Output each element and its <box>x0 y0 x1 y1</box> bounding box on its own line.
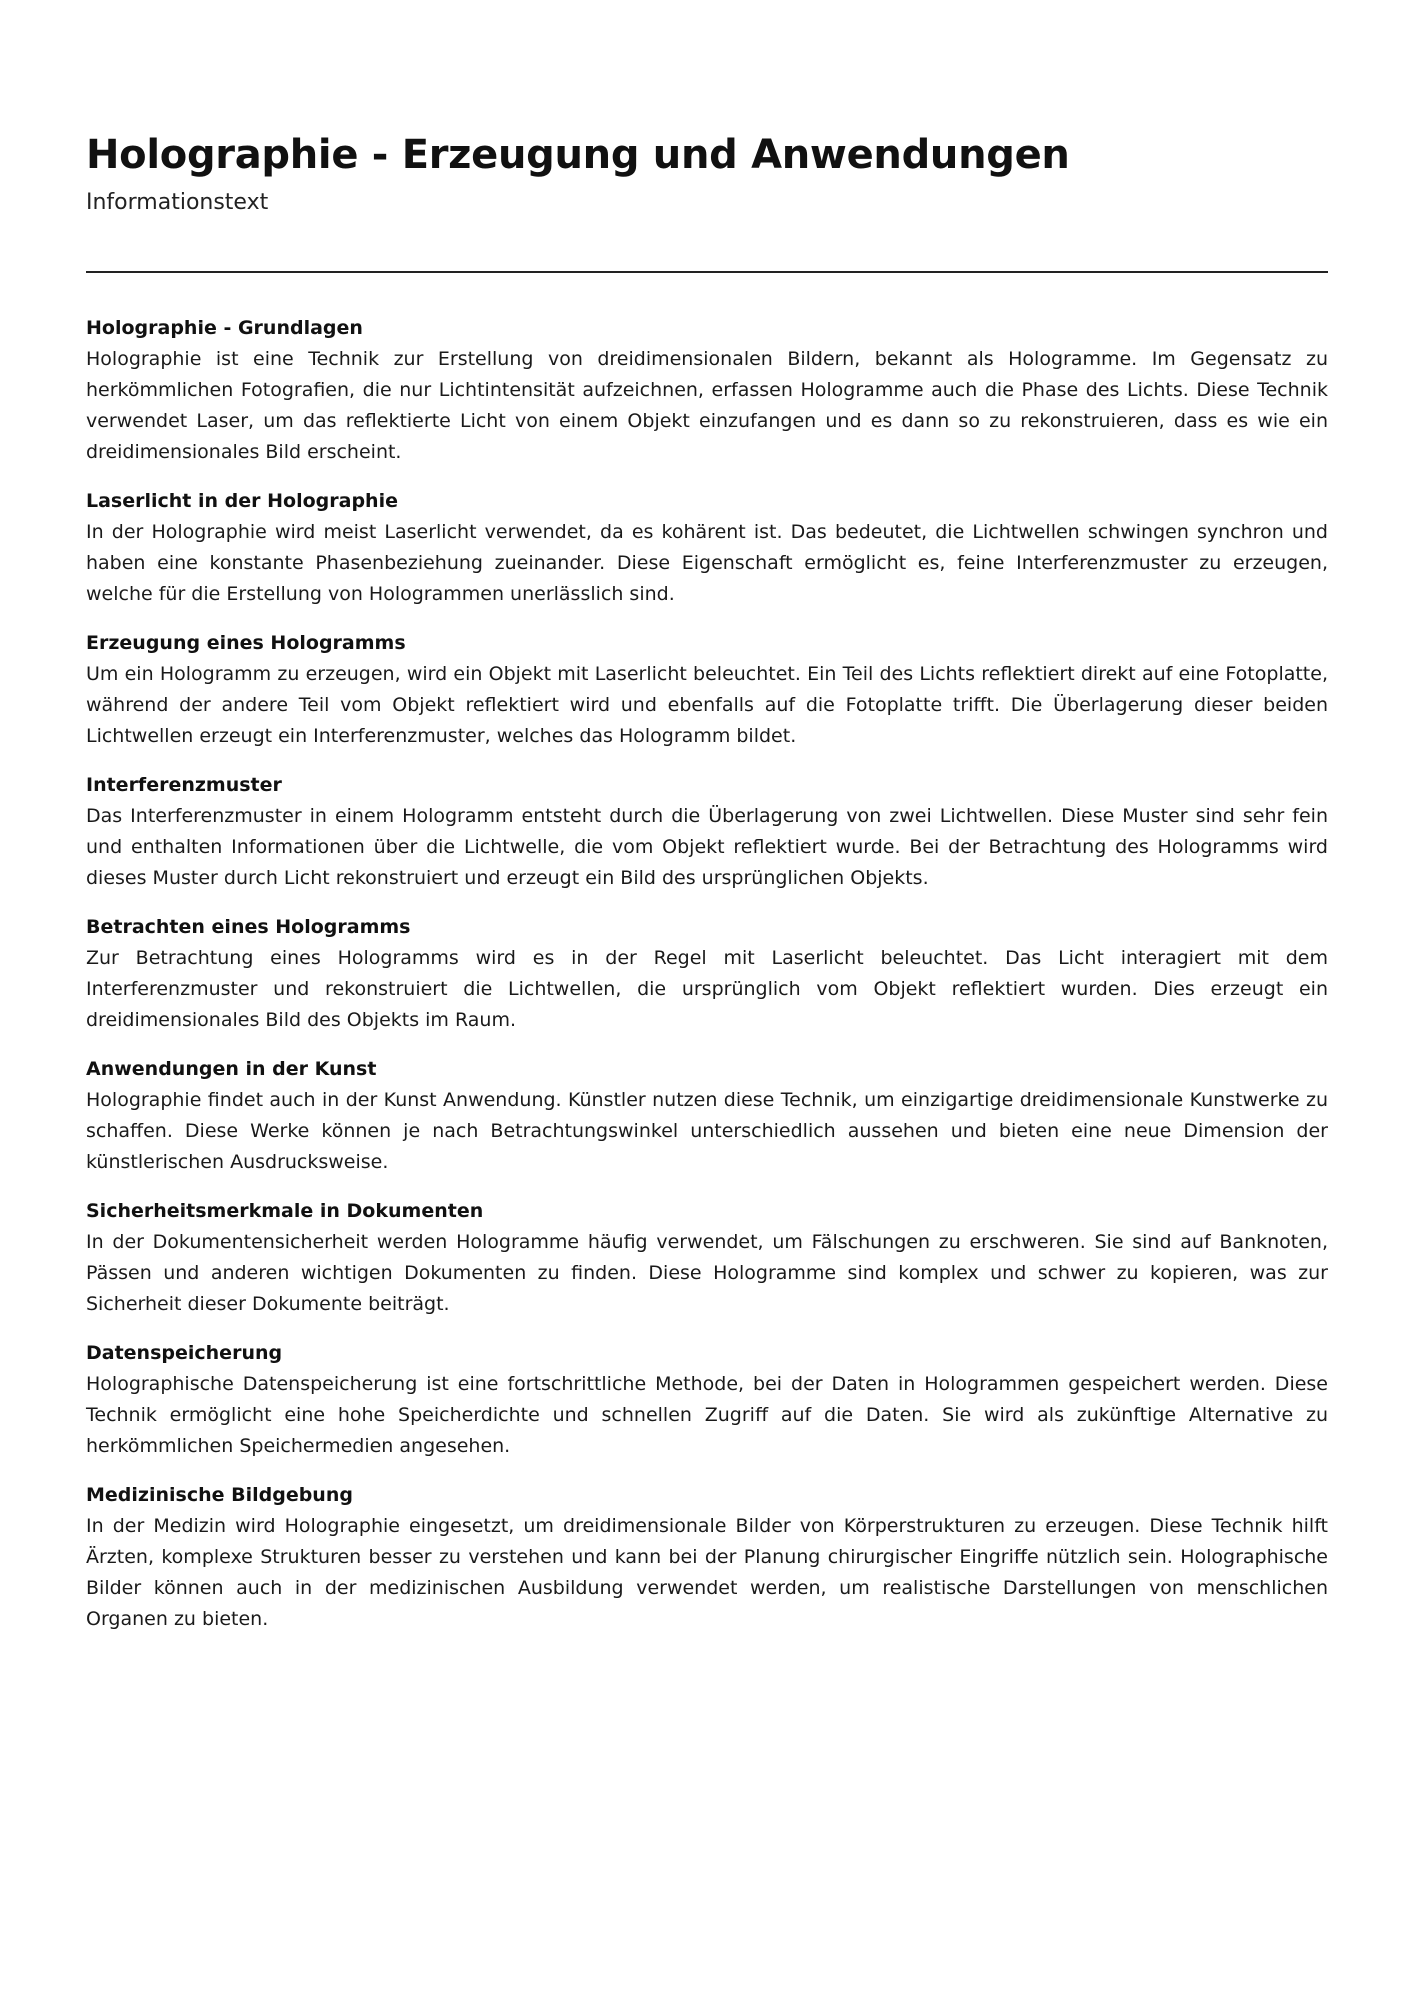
section-heading: Medizinische Bildgebung <box>86 1484 353 1506</box>
section-paragraph: Holographische Datenspeicherung ist eine fortschrittliche Methode, bei der Daten in Hologrammen gespeichert werden. Diese Technik ermöglicht eine hohe Speicherdichte und schnellen Zugriff auf die Daten. Sie wird als zukünftige Alternative zu herkömmlichen Speichermedien angesehen. <box>86 1373 1328 1457</box>
section-heading: Anwendungen in der Kunst <box>86 1058 377 1080</box>
section-paragraph: Holographie ist eine Technik zur Erstellung von dreidimensionalen Bildern, bekannt als Hologramme. Im Gegensatz zu herkömmlichen Fotografien, die nur Lichtintensität aufzeichnen, erfassen Hologramme auch die Phase des Lichts. Diese Technik verwendet Laser, um das reflektierte Licht von einem Objekt einzufangen und es dann so zu rekonstruieren, dass es wie ein dreidimensionales Bild erscheint. <box>86 348 1328 463</box>
section-interferenzmuster <box>86 770 1328 894</box>
document-title: Holographie - Erzeugung und Anwendungen <box>86 132 1070 178</box>
section-heading: Betrachten eines Hologramms <box>86 916 411 938</box>
section-paragraph: In der Dokumentensicherheit werden Hologramme häufig verwendet, um Fälschungen zu erschweren. Sie sind auf Banknoten, Pässen und anderen wichtigen Dokumenten zu finden. Diese Hologramme sind komplex und schwer zu kopieren, was zur Sicherheit dieser Dokumente beiträgt. <box>86 1231 1328 1315</box>
section-erzeugung <box>86 628 1328 752</box>
document-subtitle: Informationstext <box>86 190 269 215</box>
section-paragraph: In der Holographie wird meist Laserlicht verwendet, da es kohärent ist. Das bedeutet, die Lichtwellen schwingen synchron und haben eine konstante Phasenbeziehung zueinander. Diese Eigenschaft ermöglicht es, feine Interferenzmuster zu erzeugen, welche für die Erstellung von Hologrammen unerlässlich sind. <box>86 521 1328 605</box>
section-datenspeicherung <box>86 1338 1328 1462</box>
document-body <box>86 313 1328 1653</box>
section-paragraph: Das Interferenzmuster in einem Hologramm entsteht durch die Überlagerung von zwei Lichtwellen. Diese Muster sind sehr fein und enthalten Informationen über die Lichtwelle, die vom Objekt reflektiert wurde. Bei der Betrachtung des Hologramms wird dieses Muster durch Licht rekonstruiert und erzeugt ein Bild des ursprünglichen Objekts. <box>86 805 1328 889</box>
section-heading: Sicherheitsmerkmale in Dokumenten <box>86 1200 484 1222</box>
section-grundlagen <box>86 313 1328 468</box>
section-paragraph: Um ein Hologramm zu erzeugen, wird ein Objekt mit Laserlicht beleuchtet. Ein Teil des Lichts reflektiert direkt auf eine Fotoplatte, während der andere Teil vom Objekt reflektiert wird und ebenfalls auf die Fotoplatte trifft. Die Überlagerung dieser beiden Lichtwellen erzeugt ein Interferenzmuster, welches das Hologramm bildet. <box>86 663 1328 747</box>
section-paragraph: Zur Betrachtung eines Hologramms wird es in der Regel mit Laserlicht beleuchtet. Das Licht interagiert mit dem Interferenzmuster und rekonstruiert die Lichtwellen, die ursprünglich vom Objekt reflektiert wurden. Dies erzeugt ein dreidimensionales Bild des Objekts im Raum. <box>86 947 1328 1031</box>
section-medizin <box>86 1480 1328 1635</box>
section-heading: Interferenzmuster <box>86 774 282 796</box>
section-heading: Datenspeicherung <box>86 1342 283 1364</box>
section-laserlicht <box>86 486 1328 610</box>
section-paragraph: Holographie findet auch in der Kunst Anwendung. Künstler nutzen diese Technik, um einzigartige dreidimensionale Kunstwerke zu schaffen. Diese Werke können je nach Betrachtungswinkel unterschiedlich aussehen und bieten eine neue Dimension der künstlerischen Ausdrucksweise. <box>86 1089 1328 1173</box>
section-heading: Erzeugung eines Hologramms <box>86 632 406 654</box>
section-heading: Laserlicht in der Holographie <box>86 490 398 512</box>
section-betrachten <box>86 912 1328 1036</box>
title-divider <box>86 271 1328 273</box>
section-heading: Holographie - Grundlagen <box>86 317 363 339</box>
section-kunst <box>86 1054 1328 1178</box>
section-paragraph: In der Medizin wird Holographie eingesetzt, um dreidimensionale Bilder von Körperstrukturen zu erzeugen. Diese Technik hilft Ärzten, komplexe Strukturen besser zu verstehen und kann bei der Planung chirurgischer Eingriffe nützlich sein. Holographische Bilder können auch in der medizinischen Ausbildung verwendet werden, um realistische Darstellungen von menschlichen Organen zu bieten. <box>86 1515 1328 1630</box>
section-sicherheitsmerkmale <box>86 1196 1328 1320</box>
